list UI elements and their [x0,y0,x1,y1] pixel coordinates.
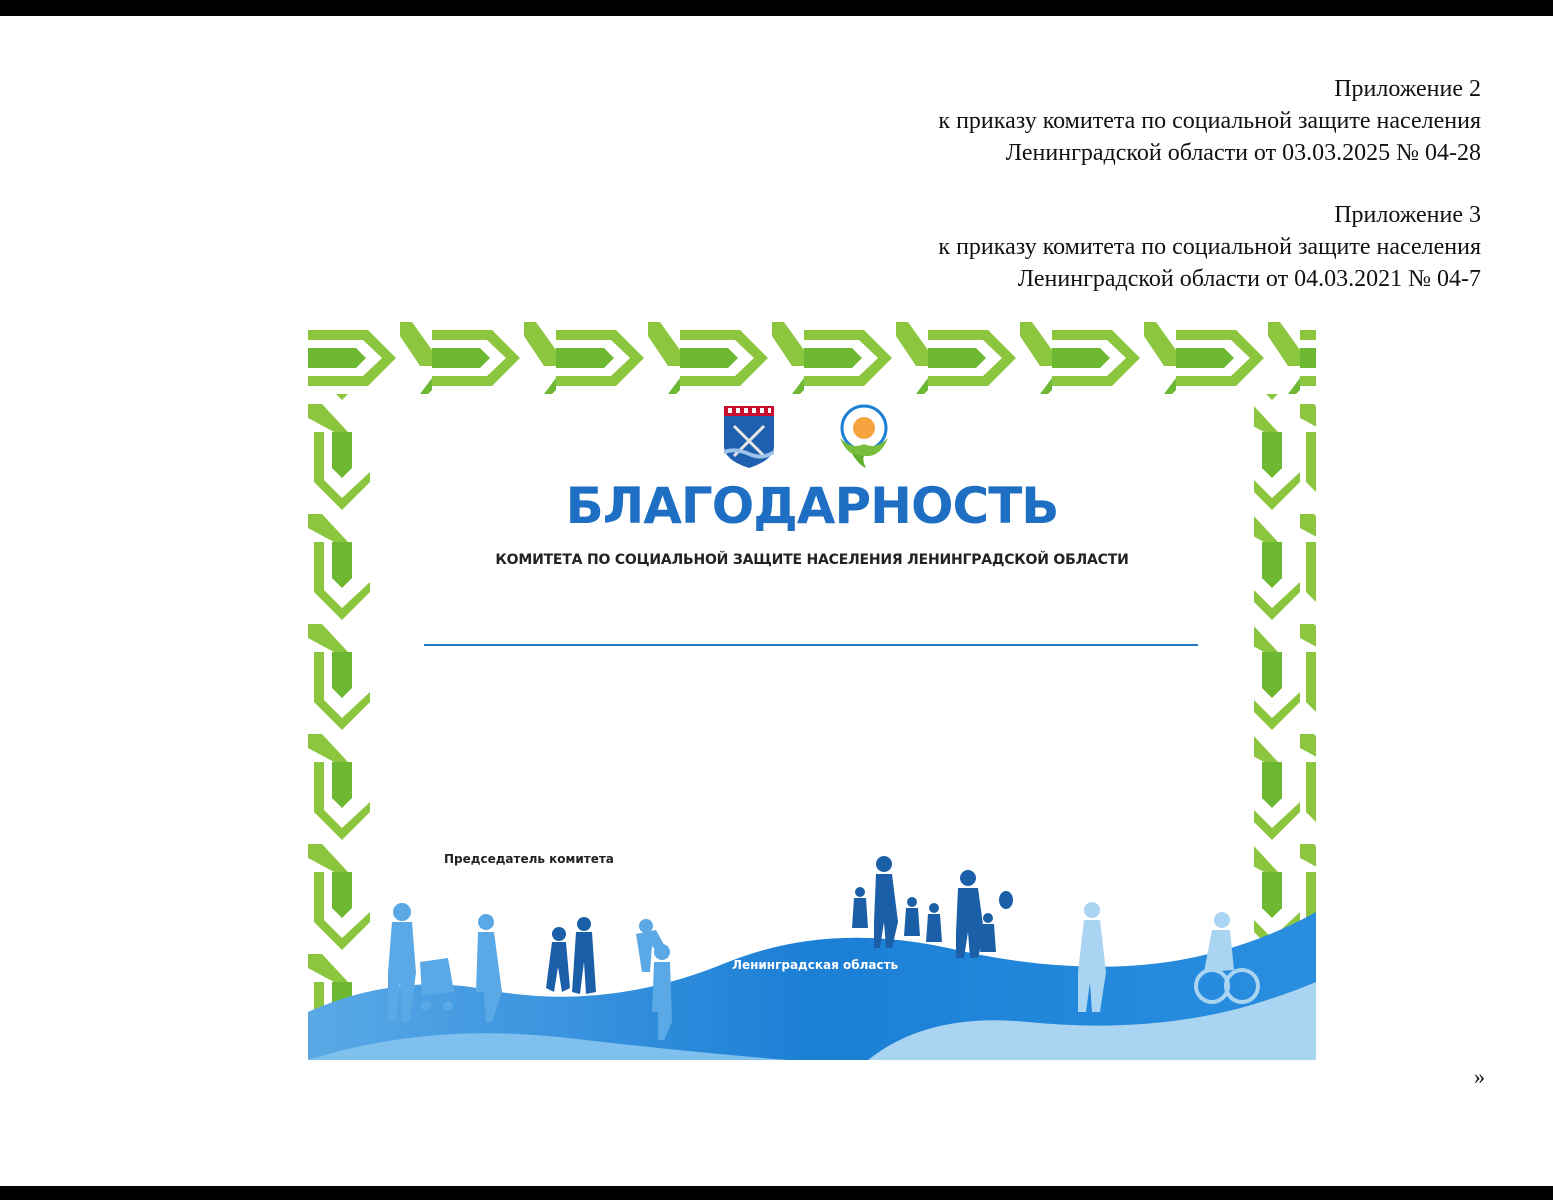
appendix-order-line: к приказу комитета по социальной защите населения [938,108,1481,134]
scan-border-top [0,0,1553,16]
certificate-title: БЛАГОДАРНОСТЬ [565,477,1059,535]
closing-quote-mark: » [1474,1064,1485,1089]
appendix-order-date: Ленинградской области от 03.03.2025 № 04-28 [1005,140,1481,166]
certificate-subtitle: КОМИТЕТА ПО СОЦИАЛЬНОЙ ЗАЩИТЕ НАСЕЛЕНИЯ ЛЕНИНГРАДСКОЙ ОБЛАСТИ [495,552,1129,568]
appendix-title: Приложение 2 [1334,76,1481,102]
appendix-title: Приложение 3 [1334,202,1481,228]
scan-border-bottom [0,1186,1553,1200]
family-silhouettes-landscape [308,322,1316,1060]
region-label: Ленинградская область [732,958,899,972]
chairman-signature-label: Председатель комитета [444,852,614,866]
appendix-order-line: к приказу комитета по социальной защите населения [938,234,1481,260]
appendix-header-original [681,199,1481,295]
certificate [308,322,1316,1060]
appendix-order-date: Ленинградской области от 04.03.2021 № 04-7 [1017,266,1481,292]
appendix-header-current [681,73,1481,169]
